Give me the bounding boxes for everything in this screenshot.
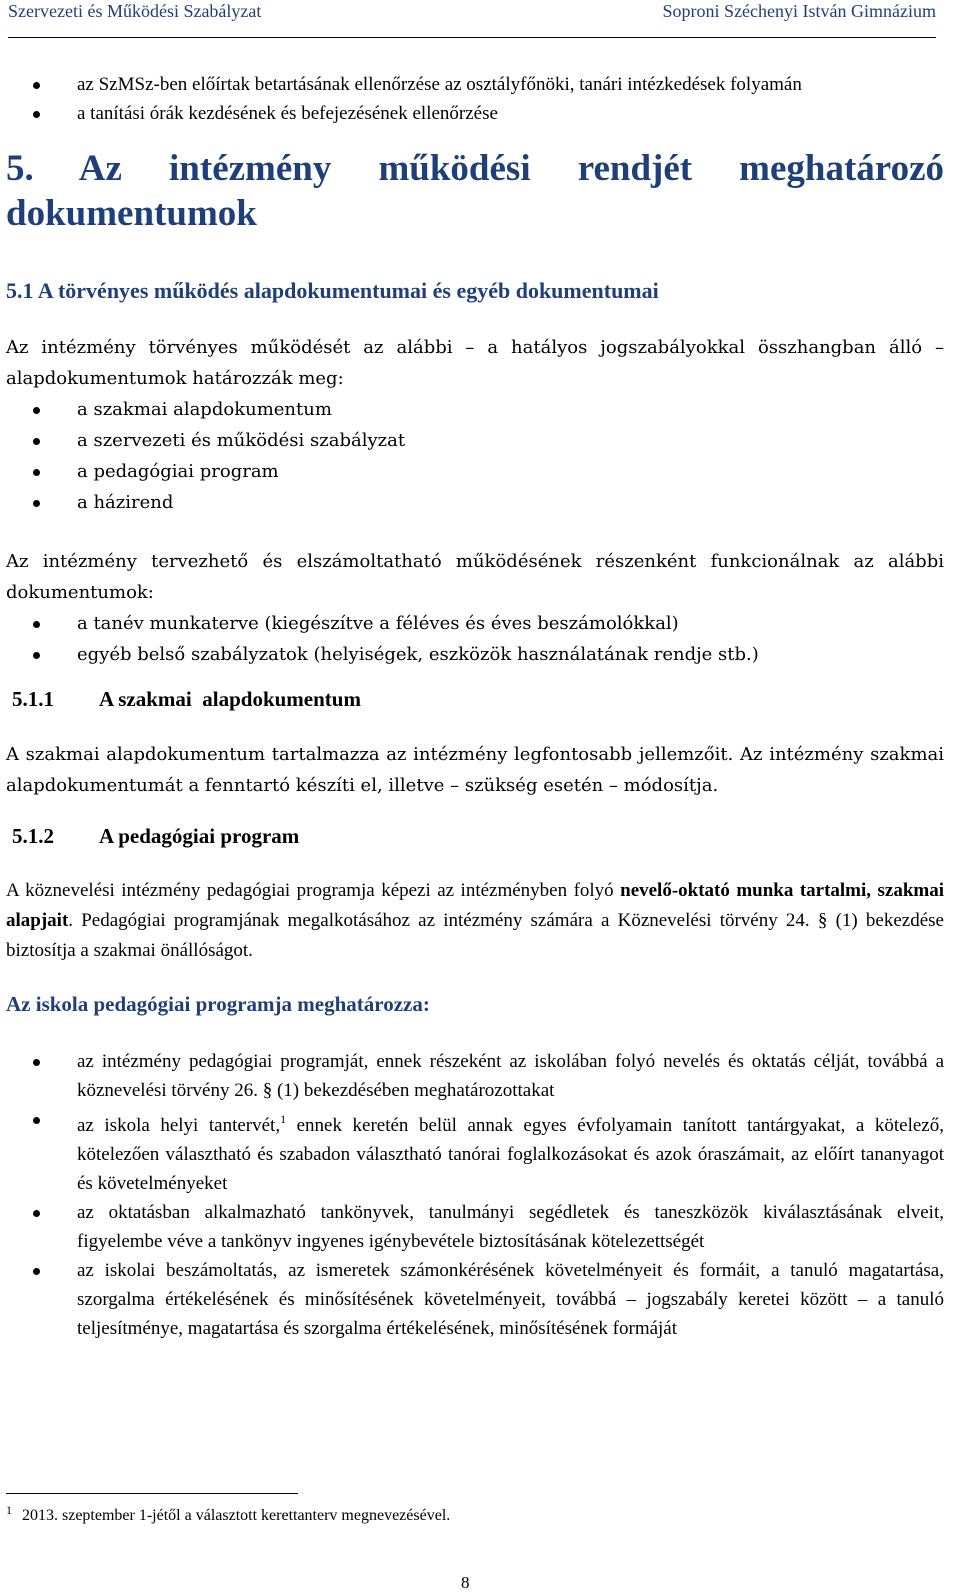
program-heading: Az iskola pedagógiai programja meghatározza:: [6, 992, 430, 1016]
footnote-reference: 1: [280, 1112, 287, 1126]
section-5-1-title: 5.1 A törvényes működés alapdokumentumai és egyéb dokumentumai: [6, 278, 659, 303]
header-school-name: Soproni Széchenyi István Gimnázium: [662, 1, 936, 21]
program-item2-text-b: ennek keretén belül annak egyes évfolyamain tanított tantárgyakat, a kötelező, kötelezően választható és szabadon választható tanórai foglalkozásokat és azok óraszámait, az előírt tananyagot és követelményeket: [77, 1115, 944, 1194]
footnote: [6, 1503, 450, 1525]
list-item: az oktatásban alkalmazható tankönyvek, tanulmányi segédletek és taneszközök kiválasztásának elveit, figyelembe véve a tankönyv ingyenes igénybevétele biztosításának kötelezettségét: [6, 1198, 944, 1256]
section-5-title: [6, 146, 944, 236]
basic-documents-list: [6, 394, 944, 518]
list-item: az intézmény pedagógiai programját, ennek részeként az iskolában folyó nevelés és oktatás célját, továbbá a köznevelési törvény 26. § (1) bekezdésében meghatározottakat: [6, 1047, 944, 1105]
program-item2-text-a: az iskola helyi tantervét,: [77, 1115, 281, 1136]
page-number: 8: [461, 1573, 470, 1592]
page-content: [6, 66, 944, 1343]
list-item: egyéb belső szabályzatok (helyiségek, eszközök használatának rendje stb.): [6, 639, 944, 670]
list-item: a házirend: [6, 487, 944, 518]
list-item: az iskolai beszámoltatás, az ismeretek számonkérésének követelményeit és formáit, a tanuló magatartása, szorgalma értékelésének és minősítésének követelményeit, továbbá – jogszabály keretei között – a tanuló teljesítménye, magatartása és szorgalma értékelésének, minősítésének formáját: [6, 1256, 944, 1343]
section-5-1-2-text-b: . Pedagógiai programjának megalkotásához az intézmény számára a Köznevelési törvény 24. § (1) bekezdése biztosítja a szakmai önállóságot.: [6, 910, 944, 961]
program-contents-list: [6, 1047, 944, 1343]
section-5-1-2-text: [6, 876, 944, 966]
section-5-title-line1: 5. Az intézmény működési rendjét meghatározó: [6, 148, 944, 189]
header-document-title: Szervezeti és Működési Szabályzat: [8, 1, 262, 21]
list-item: a tanítási órák kezdésének és befejezésének ellenőrzése: [6, 99, 944, 128]
section-5-1-1-text: A szakmai alapdokumentum tartalmazza az intézmény legfontosabb jellemzőit. Az intézmény szakmai alapdokumentumát a fenntartó készíti el, illetve – szükség esetén – módosítja.: [6, 744, 944, 796]
section-5-1-1-title: [6, 684, 944, 714]
list-item: az SzMSz-ben előírtak betartásának ellenőrzése az osztályfőnöki, tanári intézkedések folyamán: [6, 70, 944, 99]
section-5-1-2-title: [6, 821, 944, 851]
section-5-1-2-number: 5.1.2: [12, 824, 54, 848]
section-5-1-1-heading: A szakmai alapdokumentum: [99, 687, 361, 711]
page-header: [8, 0, 936, 38]
section-5-1-2-text-bold: nevelő-oktató munka tartalmi, szakmai alapjait: [6, 880, 944, 931]
list-item: [6, 1105, 944, 1198]
top-bullet-list: [6, 70, 944, 128]
footnote-text: 2013. szeptember 1-jétől a választott kerettanterv megnevezésével.: [22, 1507, 451, 1524]
section-5-1-2-heading: A pedagógiai program: [99, 824, 300, 848]
list-item: a pedagógiai program: [6, 456, 944, 487]
list-item: a tanév munkaterve (kiegészítve a féléves és éves beszámolókkal): [6, 608, 944, 639]
other-documents-list: [6, 608, 944, 670]
footnote-separator: [6, 1493, 298, 1494]
footnote-number: 1: [6, 1503, 12, 1517]
section-5-1-intro2: Az intézmény tervezhető és elszámoltatható működésének részenként funkcionálnak az alábbi dokumentumok:: [6, 551, 944, 603]
list-item: a szervezeti és működési szabályzat: [6, 425, 944, 456]
list-item: a szakmai alapdokumentum: [6, 394, 944, 425]
section-5-1-2-text-a: A köznevelési intézmény pedagógiai programja képezi az intézményben folyó: [6, 880, 621, 901]
section-5-1-1-number: 5.1.1: [12, 687, 54, 711]
section-5-title-line2: dokumentumok: [6, 193, 257, 234]
section-5-1-intro: Az intézmény törvényes működését az alábbi – a hatályos jogszabályokkal összhangban álló – alapdokumentumok határozzák meg:: [6, 337, 944, 389]
